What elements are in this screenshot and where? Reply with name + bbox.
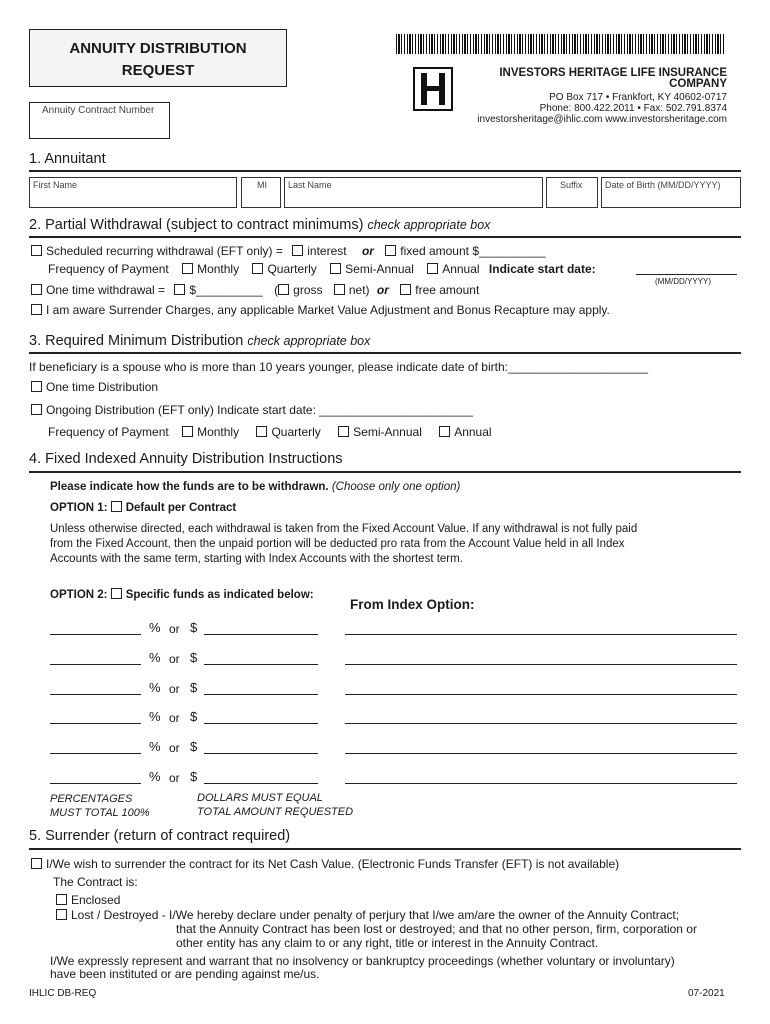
form-title: ANNUITY DISTRIBUTION REQUEST: [29, 29, 287, 87]
quarterly-checkbox[interactable]: [252, 263, 263, 274]
dollar-input[interactable]: [204, 753, 318, 754]
option-1-checkbox[interactable]: [111, 501, 122, 512]
scheduled-withdrawal-row: Scheduled recurring withdrawal (EFT only) = interest or fixed amount $__________: [31, 244, 546, 258]
percent-sign: %: [149, 709, 161, 724]
suffix-field[interactable]: Suffix: [546, 177, 598, 208]
section-4-title: 4. Fixed Indexed Annuity Distribution Instructions: [29, 451, 343, 467]
dollar-input[interactable]: [204, 664, 318, 665]
section-2-title: 2. Partial Withdrawal (subject to contract minimums) check appropriate box: [29, 217, 491, 233]
frequency-row: Frequency of Payment Monthly Quarterly Semi-Annual Annual Indicate start date:: [48, 262, 596, 276]
barcode: [396, 34, 726, 54]
dollar-sign: $: [190, 650, 198, 665]
mi-field[interactable]: MI: [241, 177, 281, 208]
rmd-monthly-checkbox[interactable]: [182, 426, 193, 437]
index-option-input[interactable]: [345, 753, 737, 754]
date-format-hint: (MM/DD/YYYY): [655, 277, 711, 286]
section-3-title: 3. Required Minimum Distribution check appropriate box: [29, 333, 371, 349]
lost-row: Lost / Destroyed - I/We hereby declare under penalty of perjury that I/we am/are the owner of the Annuity Contract; that the Annuity Contract has been lost or destroyed; and that no other person, firm, corporation or other entity has any claim to or any right, title or interest in the Annuity Contract.: [56, 908, 697, 950]
percent-input[interactable]: [50, 723, 141, 724]
annual-checkbox[interactable]: [427, 263, 438, 274]
option-1-row: OPTION 1: Default per Contract: [50, 502, 237, 514]
onetime-withdrawal-row: One time withdrawal = $__________ ( gross net) or free amount: [31, 283, 479, 297]
index-option-input[interactable]: [345, 694, 737, 695]
rmd-onetime-row: One time Distribution: [31, 380, 158, 394]
surrender-row: I/We wish to surrender the contract for its Net Cash Value. (Electronic Funds Transfer (EFT) is not available): [31, 857, 619, 871]
or-label: or: [169, 622, 180, 636]
scheduled-checkbox[interactable]: [31, 245, 42, 256]
last-name-field[interactable]: Last Name: [284, 177, 543, 208]
semi-annual-checkbox[interactable]: [330, 263, 341, 274]
dollar-sign: $: [190, 739, 198, 754]
aware-row: I am aware Surrender Charges, any applicable Market Value Adjustment and Bonus Recapture may apply.: [31, 303, 610, 317]
section-5-title: 5. Surrender (return of contract required): [29, 828, 291, 844]
dollar-input[interactable]: [204, 783, 318, 784]
company-info: INVESTORS HERITAGE LIFE INSURANCE COMPANY PO Box 717 • Frankfort, KY 40602-0717 Phone: 800.422.2011 • Fax: 502.791.8374 investorsheritage@ihlic.com www.investorsheritage.com: [477, 67, 727, 125]
option-2-checkbox[interactable]: [111, 588, 122, 599]
free-amount-checkbox[interactable]: [400, 284, 411, 295]
dollar-input[interactable]: [204, 634, 318, 635]
rmd-onetime-checkbox[interactable]: [31, 381, 42, 392]
percent-input[interactable]: [50, 753, 141, 754]
percent-note: PERCENTAGES MUST TOTAL 100%: [50, 793, 150, 819]
form-number: IHLIC DB-REQ: [29, 988, 97, 999]
percent-input[interactable]: [50, 783, 141, 784]
rmd-quarterly-checkbox[interactable]: [256, 426, 267, 437]
enclosed-row: Enclosed: [56, 893, 120, 907]
index-option-input[interactable]: [345, 723, 737, 724]
percent-sign: %: [149, 650, 161, 665]
spouse-dob-text: If beneficiary is a spouse who is more than 10 years younger, please indicate date of birth:_____________________: [29, 360, 649, 374]
option-2-row: OPTION 2: Specific funds as indicated below:: [50, 589, 314, 601]
percent-sign: %: [149, 680, 161, 695]
interest-checkbox[interactable]: [292, 245, 303, 256]
contract-is-label: The Contract is:: [53, 875, 138, 889]
section-1-title: 1. Annuitant: [29, 151, 106, 167]
gross-checkbox[interactable]: [278, 284, 289, 295]
divider: [29, 170, 741, 172]
rmd-annual-checkbox[interactable]: [439, 426, 450, 437]
start-date-line[interactable]: [636, 274, 737, 275]
dollar-input[interactable]: [204, 723, 318, 724]
or-label: or: [169, 771, 180, 785]
lost-checkbox[interactable]: [56, 909, 67, 920]
percent-input[interactable]: [50, 634, 141, 635]
dollar-sign: $: [190, 620, 198, 635]
index-option-input[interactable]: [345, 664, 737, 665]
dollar-input[interactable]: [204, 694, 318, 695]
index-option-input[interactable]: [345, 634, 737, 635]
contract-number-field[interactable]: Annuity Contract Number: [29, 102, 170, 139]
divider: [29, 352, 741, 354]
or-label: or: [169, 682, 180, 696]
or-label: or: [169, 711, 180, 725]
divider: [29, 471, 741, 473]
index-option-input[interactable]: [345, 783, 737, 784]
percent-input[interactable]: [50, 694, 141, 695]
aware-checkbox[interactable]: [31, 304, 42, 315]
dollar-sign: $: [190, 680, 198, 695]
dollar-note: DOLLARS MUST EQUAL TOTAL AMOUNT REQUESTED: [197, 792, 354, 818]
rmd-ongoing-checkbox[interactable]: [31, 404, 42, 415]
dollar-sign: $: [190, 709, 198, 724]
or-label: or: [169, 652, 180, 666]
option-1-description: Unless otherwise directed, each withdrawal is taken from the Fixed Account Value. If any withdrawal is not fully paid from the Fixed Account, then the unpaid portion will be deducted pro rata from the Account Value held in all Index Accounts with the same term, starting with Index Accounts with the shortest term.: [50, 523, 638, 565]
company-logo: [413, 67, 453, 111]
percent-sign: %: [149, 769, 161, 784]
withdraw-instruction: Please indicate how the funds are to be withdrawn. (Choose only one option): [50, 481, 461, 493]
warranty-text: I/We expressly represent and warrant that no insolvency or bankruptcy proceedings (whether voluntary or involuntary) have been instituted or are pending against me/us.: [50, 954, 675, 981]
net-checkbox[interactable]: [334, 284, 345, 295]
fixed-amount-checkbox[interactable]: [385, 245, 396, 256]
first-name-field[interactable]: First Name: [29, 177, 237, 208]
onetime-checkbox[interactable]: [31, 284, 42, 295]
revision-date: 07-2021: [688, 988, 725, 999]
percent-sign: %: [149, 620, 161, 635]
rmd-frequency-row: Frequency of Payment Monthly Quarterly Semi-Annual Annual: [48, 425, 492, 439]
monthly-checkbox[interactable]: [182, 263, 193, 274]
percent-sign: %: [149, 739, 161, 754]
percent-input[interactable]: [50, 664, 141, 665]
dollar-sign: $: [190, 769, 198, 784]
or-label: or: [169, 741, 180, 755]
divider: [29, 236, 741, 238]
rmd-ongoing-row: Ongoing Distribution (EFT only) Indicate start date: _______________________: [31, 403, 473, 417]
from-index-option-label: From Index Option:: [350, 597, 475, 612]
enclosed-checkbox[interactable]: [56, 894, 67, 905]
surrender-checkbox[interactable]: [31, 858, 42, 869]
rmd-semi-annual-checkbox[interactable]: [338, 426, 349, 437]
divider: [29, 848, 741, 850]
dollar-checkbox[interactable]: [174, 284, 185, 295]
dob-field[interactable]: Date of Birth (MM/DD/YYYY): [601, 177, 741, 208]
